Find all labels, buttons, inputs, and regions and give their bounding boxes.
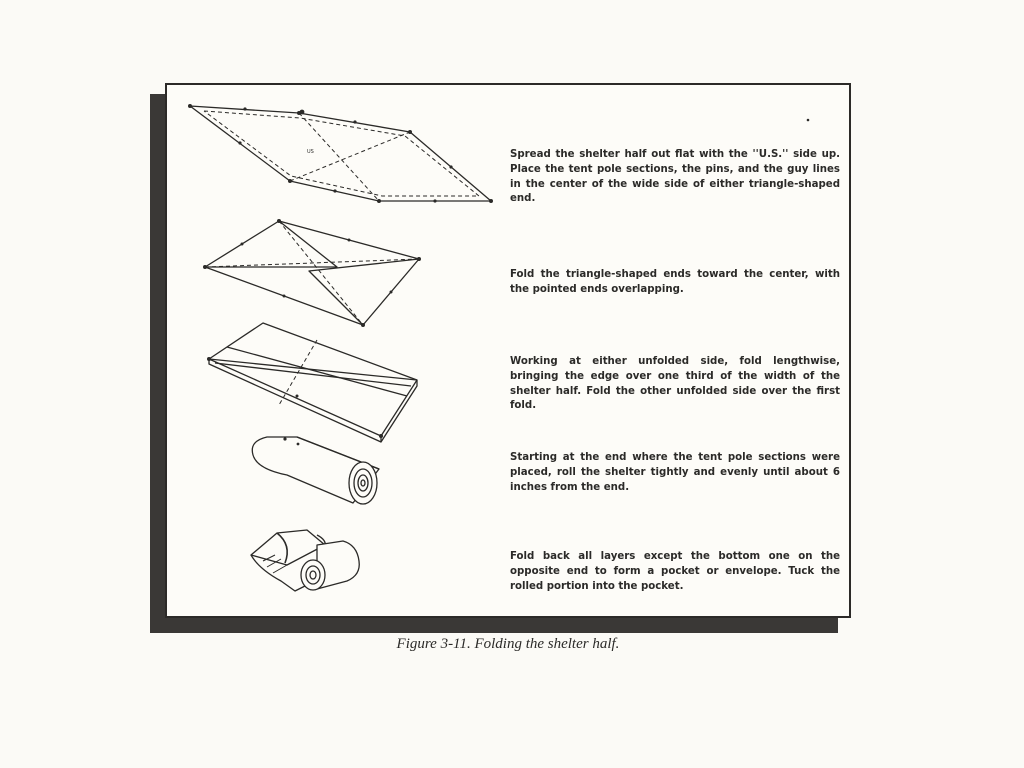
rolled-shelter-drawing — [252, 437, 379, 504]
step-3-text: Working at either unfolded side, fold lengthwise, bringing the edge over one third of the width of the shelter half. Fold the other unfolded side over the first fold. — [510, 356, 840, 412]
triangles-folded-drawing — [203, 219, 421, 327]
tucked-roll-drawing — [251, 530, 359, 591]
figure-frame — [165, 83, 851, 618]
figure-caption-text: Figure 3-11. Folding the shelter half. — [396, 636, 620, 652]
figure-caption — [0, 636, 1024, 653]
step-4-text: Starting at the end where the tent pole sections were placed, roll the shelter tightly and evenly until about 6 inches from the end. — [510, 452, 840, 493]
step-1-text: Spread the shelter half out flat with the ''U.S.'' side up. Place the tent pole sections, the pins, and the guy lines in the center of the wide side of either triangle-shaped end. — [510, 149, 840, 205]
us-mark: US — [307, 149, 314, 155]
step-2-text: Fold the triangle-shaped ends toward the center, with the pointed ends overlapping. — [510, 269, 840, 295]
flat-shelter-half-drawing — [188, 104, 493, 203]
folded-lengthwise-drawing — [207, 323, 417, 442]
step-5-text: Fold back all layers except the bottom one on the opposite end to form a pocket or envelope. Tuck the rolled portion into the pocket. — [510, 551, 840, 592]
